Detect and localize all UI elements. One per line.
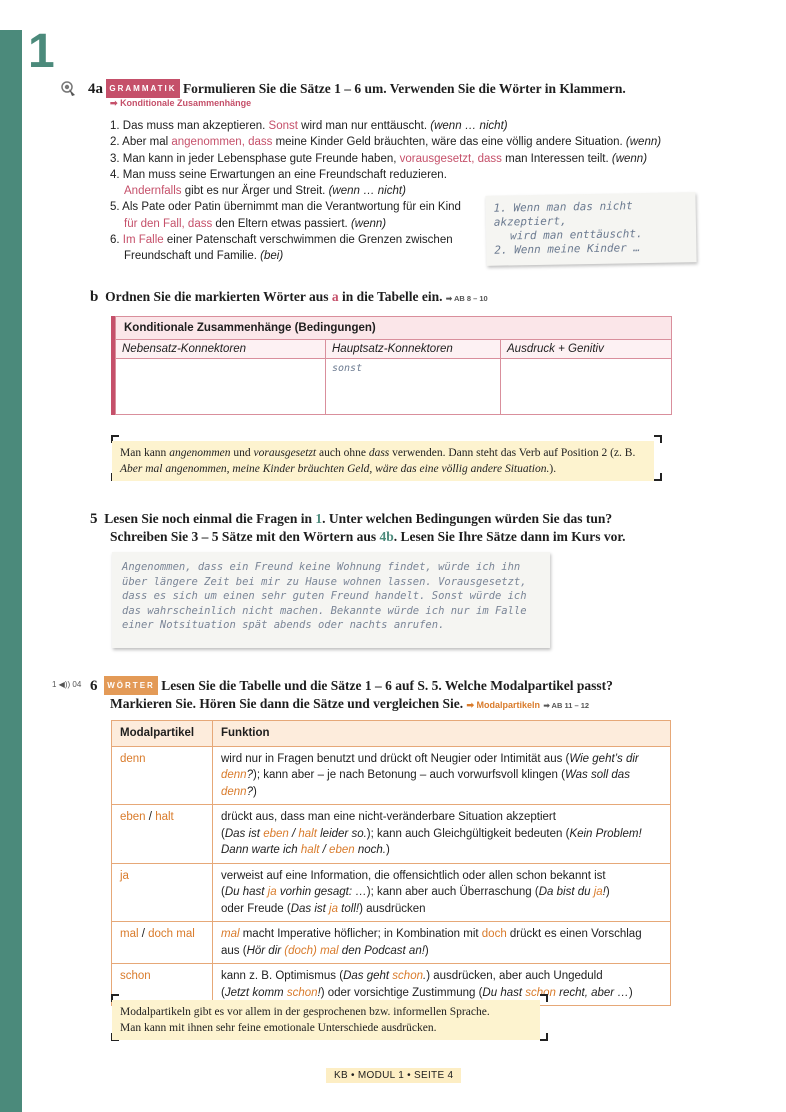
table-row: denn wird nur in Fragen benutzt und drückt oft Neugier oder Intimität aus (Wie geht’s dir denn?); kann aber – je nach Betonung – auch vorwurfsvoll klingen (Was soll das denn?) [112,746,671,805]
example-note-5: Angenommen, dass ein Freund keine Wohnung findet, würde ich ihn über längere Zeit bei mir zu Hause wohnen lassen. Vorausgesetzt, dass es sich um einen sehr guten Freund handelt. Sonst würde ich das wahrscheinlich nicht machen. Bekannte würde ich nur im Falle einer Notsituation spät abends oder nachts anrufen. [112,552,550,648]
col-hauptsatz: Hauptsatz-Konnektoren [326,340,501,359]
sentence-4: 4. Man muss seine Erwartungen an eine Freundschaft reduzieren. Andernfalls gibt es nur Ärger und Streit. (wenn … nicht) [110,168,447,198]
example-sonst: sonst [332,363,363,374]
col-nebensatz: Nebensatz-Konnektoren [116,340,326,359]
box-corner [540,994,548,1002]
box-corner [654,435,662,443]
grammar-link[interactable]: ➡ Konditionale Zusammenhänge [110,98,252,108]
modalpartikeln-link[interactable]: ➡ Modalpartikeln [466,700,541,710]
sentence-5: 5. Als Pate oder Patin übernimmt man die Verantwortung für ein Kind für den Fall, dass den Eltern etwas passiert. (wenn) [110,201,461,230]
info-box-6: Modalpartikeln gibt es vor allem in der gesprochenen bzw. informellen Sprache. Man kann mit ihnen sehr feine emotionale Unterschiede ausdrücken. [112,1000,540,1040]
task-4b-label: b [90,289,99,305]
header-funktion: Funktion [213,721,671,747]
chapter-sidebar [0,30,22,1112]
grammatik-tag: GRAMMATIK [106,79,179,98]
cell-ausdruck[interactable] [501,359,672,415]
sentence-1: 1. Das muss man akzeptieren. Sonst wird man nur enttäuscht. (wenn … nicht) [110,120,508,132]
info-box-4b: Man kann angenommen und vorausgesetzt auch ohne dass verwenden. Dann steht das Verb auf Position 2 (z. B. Aber mal angenommen, meine Kinder bräuchten Geld, wäre das eine völlig andere Situation.). [112,441,654,481]
task-5-heading: 5 Lesen Sie noch einmal die Fragen in 1. Unter welchen Bedingungen würden Sie das tun? Schreiben Sie 3 – 5 Sätze mit den Wörtern aus 4b. Lesen Sie Ihre Sätze dann im Kurs vor. [90,511,626,544]
cell-nebensatz[interactable] [116,359,326,415]
table-title: Konditionale Zusammenhänge (Bedingungen) [116,317,672,340]
table-row: eben / halt drückt aus, dass man eine nicht-veränderbare Situation akzeptiert (Das ist eben / halt leider so.); kann auch Gleichgültigkeit bedeuten (Kein Problem! Dann warte ich halt / eben noch.) [112,805,671,864]
header-modalpartikel: Modalpartikel [112,721,213,747]
task-4a-instruction: Formulieren Sie die Sätze 1 – 6 um. Verwenden Sie die Wörter in Klammern. [182,81,626,96]
task-6-label: 6 [90,678,98,694]
task-6-heading: 6 WÖRTER Lesen Sie die Tabelle und die Sätze 1 – 6 auf S. 5. Welche Modalpartikel passt? Markieren Sie. Hören Sie dann die Sätze und vergleichen Sie. ➡ Modalpartikeln ➡ AB 11 – 12 [90,678,613,711]
page-footer: KB • MODUL 1 • SEITE 4 [326,1068,461,1083]
box-corner [540,1033,548,1041]
sentence-3: 3. Man kann in jeder Lebensphase gute Freunde haben, vorausgesetzt, dass man Interessen teilt. (wenn) [110,152,648,165]
modal-particle-table [111,720,671,1006]
col-ausdruck: Ausdruck + Genitiv [501,340,672,359]
touch-icon [60,80,78,103]
workbook-ref-4b[interactable]: ➡ AB 8 – 10 [445,294,488,303]
sentence-2: 2. Aber mal angenommen, dass meine Kinder Geld bräuchten, wäre das eine völlig andere Situation. (wenn) [110,136,662,149]
speaker-icon: 1 ◀)) 04 [52,680,82,689]
task-5-label: 5 [90,511,98,527]
example-note-4a: 1. Wenn man das nicht akzeptiert, wird man enttäuscht. 2. Wenn meine Kinder … [485,192,696,266]
box-corner [654,473,662,481]
workbook-ref-6[interactable]: ➡ AB 11 – 12 [543,701,590,710]
table-row: ja verweist auf eine Information, die offensichtlich oder allen schon bekannt ist (Du hast ja vorhin gesagt: …); kann aber auch Überraschung (Da bist du ja!) oder Freude (Das ist ja toll!) ausdrücken [112,863,671,922]
table-row: schon kann z. B. Optimismus (Das geht schon.) ausdrücken, aber auch Ungeduld (Jetzt komm schon!) oder vorsichtige Zustimmung (Du hast schon recht, aber …) [112,964,671,1006]
task-4a-heading [88,79,768,98]
chapter-number: 1 [28,25,55,78]
table-row: mal / doch mal mal macht Imperative höflicher; in Kombination mit doch drückt es einen Vorschlag aus (Hör dir (doch) mal den Podcast an!) [112,922,671,964]
arrow-right-icon: ➡ [110,98,118,108]
task-4b-heading: b Ordnen Sie die markierten Wörter aus a in die Tabelle ein. ➡ AB 8 – 10 [90,289,488,305]
conditional-table [111,316,676,415]
task-4a-label: 4a [88,81,103,97]
woerter-tag: WÖRTER [104,676,158,695]
sentence-6: 6. Im Falle einer Patenschaft verschwimmen die Grenzen zwischen Freundschaft und Familie. (bei) [110,234,453,263]
cell-hauptsatz[interactable] [326,359,501,415]
audio-track[interactable] [52,680,81,689]
